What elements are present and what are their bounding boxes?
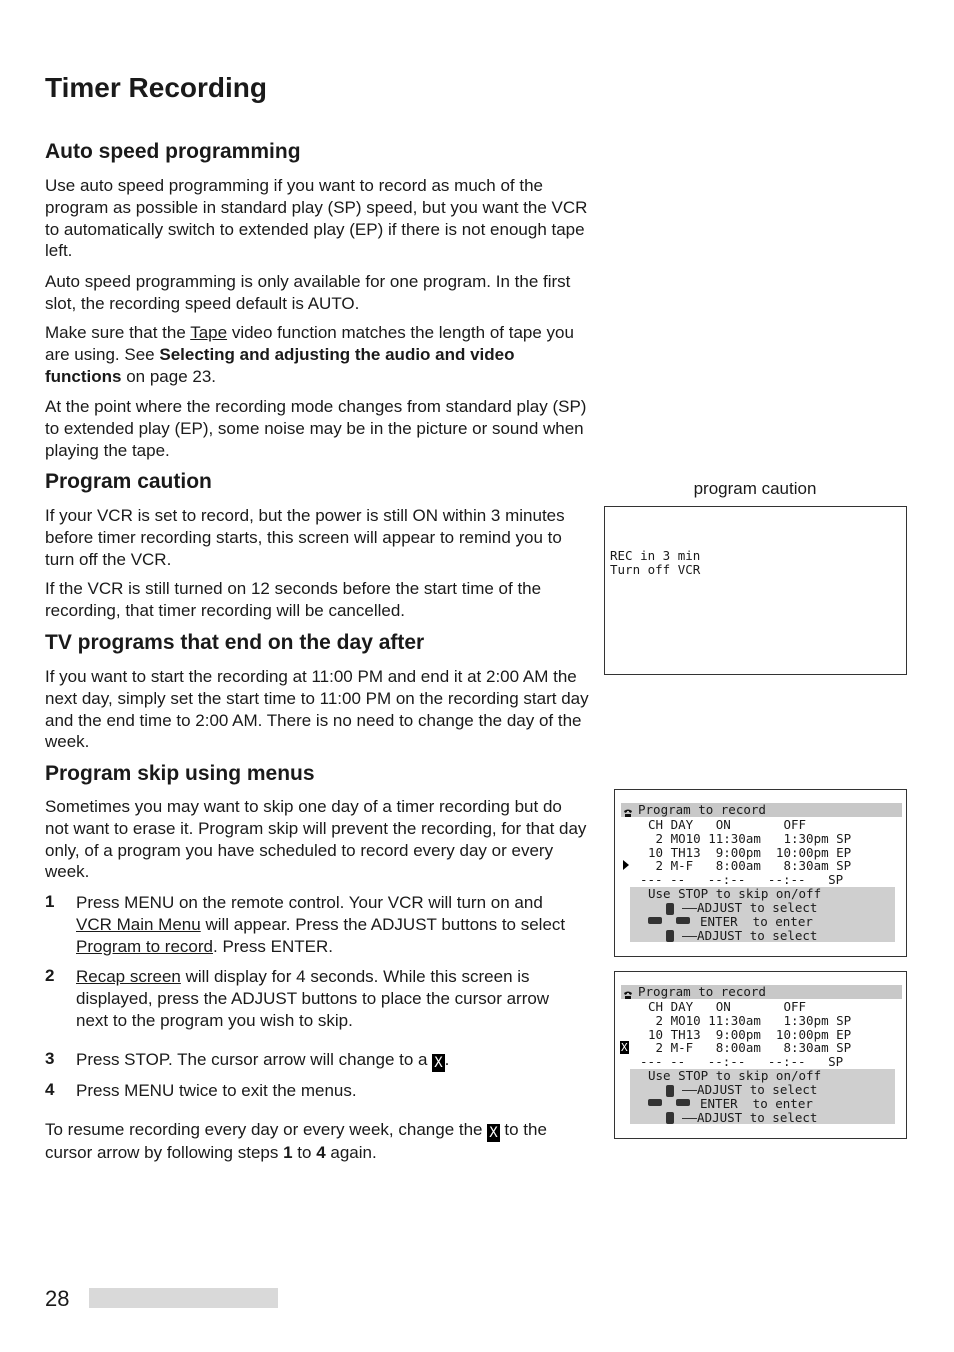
adjust-down-icon — [666, 930, 674, 942]
text: will appear. Press the ADJUST buttons to select — [200, 914, 566, 934]
step-1-text — [76, 892, 576, 957]
day-after-paragraph: If you want to start the recording at 11:00 PM and end it at 2:00 AM the next day, simply set the start time to 11:00 PM on the recording start day and the end time to 2:00 AM. There is no need to change the day of the week. — [45, 667, 589, 752]
text: Press MENU twice to exit the menus. — [76, 1081, 357, 1100]
footer-bar — [89, 1288, 278, 1308]
page-title: Timer Recording — [45, 72, 267, 103]
text: . — [444, 1050, 450, 1069]
hint-line: ENTER to enter — [700, 914, 813, 929]
program-row[interactable]: --- -- --:-- --:-- SP — [640, 1054, 844, 1069]
skip-x-icon: X — [434, 1055, 443, 1071]
text: video function matches the length of tape you are using. See — [45, 323, 574, 364]
step-number: 3 — [45, 1049, 55, 1068]
adjust-up-icon — [666, 1085, 674, 1097]
left-button-icon — [648, 1099, 662, 1106]
auto-speed-paragraph-1: Use auto speed programming if you want to record as much of the program as possible in standard play (SP) speed, but you want the VCR to automatically switch to extended play (EP) if there is not enough tape left. — [45, 176, 588, 261]
reference-bold: Selecting and adjusting the audio and video functions — [45, 344, 515, 386]
text: To resume recording every day or every week, change the — [45, 1120, 488, 1139]
hint-line: ——ADJUST to select — [682, 928, 818, 943]
text: to — [292, 1143, 317, 1162]
section-heading-program-caution: Program caution — [45, 470, 212, 493]
step-ref: 4 — [316, 1143, 326, 1162]
program-row[interactable]: 2 MO10 11:30am 1:30pm SP — [648, 1013, 852, 1028]
section-heading-auto-speed: Auto speed programming — [45, 140, 301, 163]
program-row[interactable]: --- -- --:-- --:-- SP — [640, 872, 844, 887]
step-3-text — [76, 1049, 576, 1072]
auto-speed-paragraph-4: At the point where the recording mode changes from standard play (SP) to extended play (EP), some noise may be in the picture or sound when playing the tape. — [45, 397, 587, 460]
screen-column-header: CH DAY ON OFF — [648, 817, 807, 832]
section-heading-program-skip: Program skip using menus — [45, 762, 315, 785]
program-skip-paragraph: Sometimes you may want to skip one day of a timer recording but do not want to erase it. Program skip will prevent the recording, for that day only, of a program you have scheduled to record every day or every week. — [45, 797, 587, 882]
hint-line: ——ADJUST to select — [682, 1082, 818, 1097]
step-4-text — [76, 1080, 576, 1102]
program-row[interactable]: 2 M-F 8:00am 8:30am SP — [648, 858, 852, 873]
page-number: 28 — [45, 1286, 70, 1311]
text: . Press ENTER. — [213, 936, 333, 956]
program-to-record-screen-skip — [614, 971, 907, 1139]
step-number: 2 — [45, 966, 55, 985]
section-heading-day-after: TV programs that end on the day after — [45, 631, 425, 654]
left-button-icon — [648, 917, 662, 924]
tape-link[interactable]: Tape — [190, 323, 228, 342]
skip-x-icon: X — [621, 1041, 628, 1054]
text: will display for 4 seconds. While this screen is displayed, press the ADJUST buttons to place the cursor arrow next to the program you wish to skip. — [76, 967, 550, 1030]
cursor-arrow-icon — [623, 860, 629, 870]
screen-line: Turn off VCR — [610, 562, 701, 577]
program-to-record-link[interactable]: Program to record — [76, 936, 213, 956]
step-2-text — [76, 966, 576, 1031]
text: to the cursor arrow by following steps — [45, 1120, 547, 1162]
right-button-icon — [676, 917, 690, 924]
hint-line: ENTER to enter — [700, 1096, 813, 1111]
text: on page 23. — [121, 366, 217, 386]
screen-title: Program to record — [638, 984, 766, 999]
program-caution-caption: program caution — [693, 479, 817, 498]
vcr-main-menu-link[interactable]: VCR Main Menu — [76, 914, 201, 934]
screen-line: REC in 3 min — [610, 548, 701, 563]
program-caution-paragraph-2: If the VCR is still turned on 12 seconds before the start time of the recording, that timer recording will be cancelled. — [45, 579, 542, 620]
screen-column-header: CH DAY ON OFF — [648, 999, 807, 1014]
adjust-down-icon — [666, 1112, 674, 1124]
auto-speed-paragraph-2: Auto speed programming is only available for one program. In the first slot, the recording speed default is AUTO. — [45, 272, 571, 313]
step-ref: 1 — [283, 1143, 293, 1162]
program-caution-paragraph-1: If your VCR is set to record, but the power is still ON within 3 minutes before timer recording starts, this screen will appear to remind you to turn off the VCR. — [45, 506, 565, 569]
skip-x-icon: X — [489, 1125, 498, 1141]
text: Press MENU on the remote control. Your VCR will turn on and — [76, 893, 543, 912]
program-row[interactable]: 10 TH13 9:00pm 10:00pm EP — [648, 1027, 852, 1042]
text: Make sure that the — [45, 323, 191, 342]
step-number: 4 — [45, 1080, 55, 1099]
hint-line: ——ADJUST to select — [682, 1110, 818, 1125]
hint-line: Use STOP to skip on/off — [648, 886, 822, 901]
program-caution-screen — [604, 506, 907, 675]
program-row[interactable]: 2 M-F 8:00am 8:30am SP — [648, 1040, 852, 1055]
phone-icon — [623, 987, 632, 996]
step-number: 1 — [45, 892, 55, 911]
hint-line: ——ADJUST to select — [682, 900, 818, 915]
program-to-record-screen-arrow — [614, 789, 907, 957]
text: Press STOP. The cursor arrow will change to a — [76, 1050, 433, 1069]
resume-paragraph — [45, 1119, 590, 1164]
auto-speed-paragraph-3 — [45, 322, 590, 387]
recap-screen-link[interactable]: Recap screen — [76, 967, 181, 986]
hint-line: Use STOP to skip on/off — [648, 1068, 822, 1083]
program-row[interactable]: 10 TH13 9:00pm 10:00pm EP — [648, 845, 852, 860]
text: again. — [325, 1143, 377, 1162]
phone-icon — [623, 805, 632, 814]
adjust-up-icon — [666, 903, 674, 915]
right-button-icon — [676, 1099, 690, 1106]
program-row[interactable]: 2 MO10 11:30am 1:30pm SP — [648, 831, 852, 846]
screen-title: Program to record — [638, 802, 766, 817]
